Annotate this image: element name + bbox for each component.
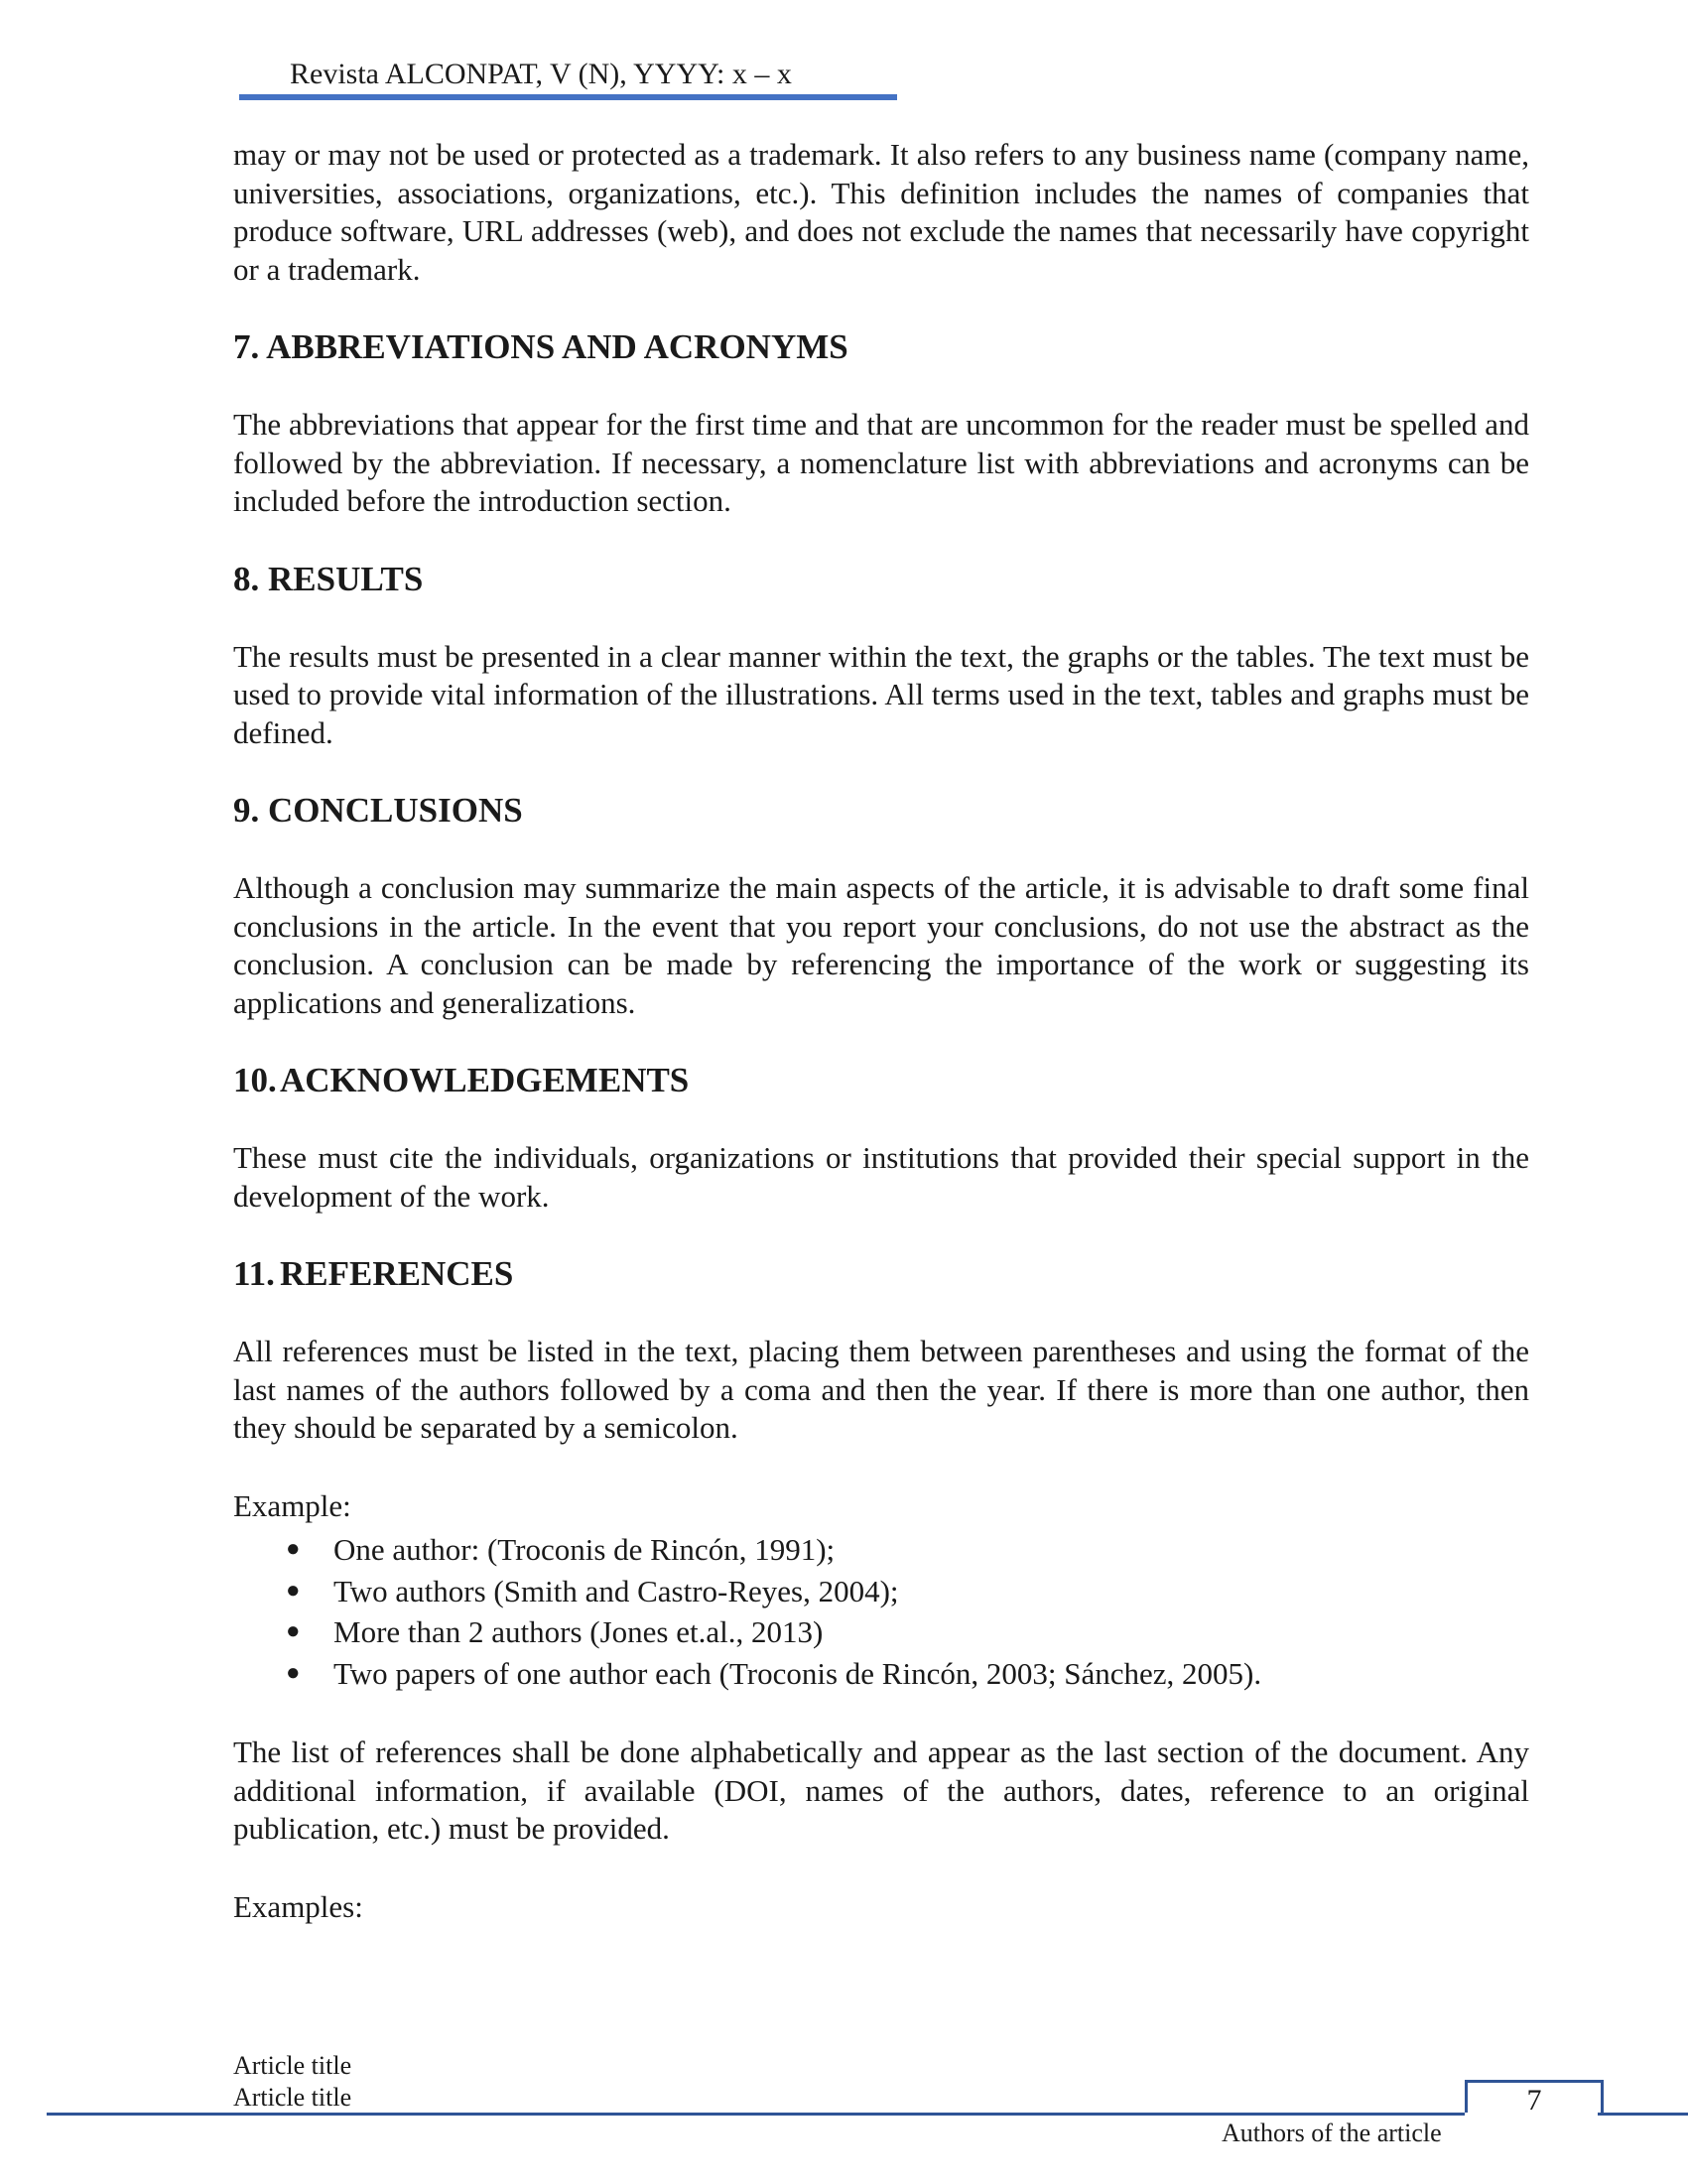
list-item-text: One author: (Troconis de Rincón, 1991); xyxy=(333,1532,836,1567)
conclusions-paragraph: Although a conclusion may summarize the main aspects of the article, it is advisable to draft some final conclusions in the article. In the event that you report your conclusions, do not use the abstract as the conclusion. A conclusion can be made by referencing the importance of the work or suggesting its applications and generalizations. xyxy=(233,870,1529,1020)
reference-list-paragraph: The list of references shall be done alphabetically and appear as the last section of the document. Any additional information, if available (DOI, names of the authors, dates, reference to an original publication, etc.) must be provided. xyxy=(233,1734,1529,1846)
footer-authors: Authors of the article xyxy=(1222,2119,1442,2147)
section-number: 8. xyxy=(233,559,260,598)
references-paragraph: All references must be listed in the text, placing them between parentheses and using the format of the last names of the authors followed by a coma and then the year. If there is more than one author, then they should be separated by a semicolon. xyxy=(233,1334,1529,1445)
header-rule xyxy=(239,94,897,100)
list-item xyxy=(233,1571,1529,1612)
example-label: Example: xyxy=(233,1487,351,1523)
bullet-icon: ● xyxy=(286,1536,301,1562)
section-number: 10. xyxy=(233,1061,277,1099)
section-heading-acknowledgements xyxy=(233,1060,1529,1101)
section-title: ABBREVIATIONS AND ACRONYMS xyxy=(266,327,848,366)
acknowledgements-paragraph: These must cite the individuals, organizations or institutions that provided their special support in the development of the work. xyxy=(233,1140,1529,1214)
intro-paragraph: may or may not be used or protected as a trademark. It also refers to any business name (company name, universities, associations, organizations, etc.). This definition includes the names of companies that produce software, URL addresses (web), and does not exclude the names that necessarily have copyright or a trademark. xyxy=(233,137,1529,287)
section-title: REFERENCES xyxy=(280,1254,514,1293)
list-item-text: More than 2 authors (Jones et.al., 2013) xyxy=(333,1614,824,1649)
abbreviations-paragraph: The abbreviations that appear for the first time and that are uncommon for the reader must be spelled and followed by the abbreviation. If necessary, a nomenclature list with abbreviations and acronyms can be included before the introduction section. xyxy=(233,407,1529,518)
list-item xyxy=(233,1611,1529,1653)
section-heading-references xyxy=(233,1253,1529,1295)
section-heading-abbreviations xyxy=(233,326,1529,368)
page-number: 7 xyxy=(1526,2084,1542,2117)
section-title: ACKNOWLEDGEMENTS xyxy=(280,1061,690,1099)
running-header: Revista ALCONPAT, V (N), YYYY: x – x xyxy=(290,58,792,90)
section-title: CONCLUSIONS xyxy=(268,791,523,830)
list-item-text: Two authors (Smith and Castro-Reyes, 2004); xyxy=(333,1573,899,1608)
results-paragraph: The results must be presented in a clear manner within the text, the graphs or the tables. The text must be used to provide vital information of the illustrations. All terms used in the text, tables and graphs must be defined. xyxy=(233,638,1529,750)
section-title: RESULTS xyxy=(268,559,424,598)
section-heading-conclusions xyxy=(233,790,1529,832)
footer-rule-right xyxy=(1598,2113,1688,2116)
example-list xyxy=(233,1529,1529,1694)
bullet-icon: ● xyxy=(286,1618,301,1644)
page-body xyxy=(233,136,1529,1926)
examples-label: Examples: xyxy=(233,1888,363,1924)
footer-rule xyxy=(47,2113,1465,2116)
bullet-icon: ● xyxy=(286,1659,301,1686)
list-item xyxy=(233,1529,1529,1571)
section-number: 11. xyxy=(233,1254,275,1293)
section-number: 7. xyxy=(233,327,260,366)
list-item-text: Two papers of one author each (Troconis de Rincón, 2003; Sánchez, 2005). xyxy=(333,1655,1262,1691)
footer-article-title: Article title xyxy=(233,2051,352,2080)
list-item xyxy=(233,1653,1529,1695)
section-heading-results xyxy=(233,559,1529,600)
bullet-icon: ● xyxy=(286,1577,301,1604)
footer-article-title: Article title xyxy=(233,2083,352,2112)
section-number: 9. xyxy=(233,791,260,830)
footer-article-titles xyxy=(233,2050,351,2114)
